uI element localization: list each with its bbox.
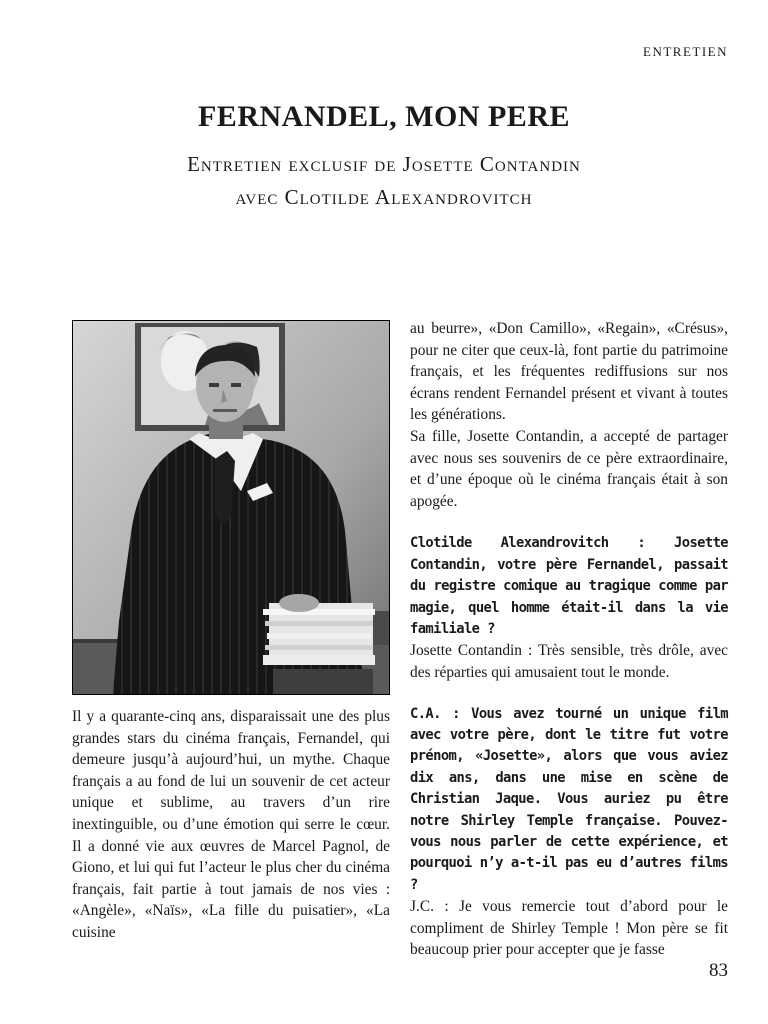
right-column [410, 318, 728, 961]
portrait-photo [72, 320, 390, 695]
answer-2: J.C. : Je vous remercie tout d’abord pour le compliment de Shirley Temple ! Mon père se fit beaucoup prier pour accepter que je fasse [410, 898, 728, 959]
portrait-illustration [73, 321, 389, 694]
intro-paragraph: Il y a quarante-cinq ans, disparaissait une des plus grandes stars du cinéma français, Fernandel, qui demeure jusqu’à aujourd’hui, un mythe. Chaque français a au fond de lui un souvenir de cet acteur unique et sublime, au travers d’un rire inextinguible, ou d’une émotion qui serre le cœur. Il a donné vie aux œuvres de Marcel Pagnol, de Giono, et lui qui fut l’acteur le plus cher du cinéma français, fait partie à tout jamais de nos vies : «Angèle», «Naïs», «La fille du puisatier», «La cuisine [72, 708, 390, 941]
answer-1: Josette Contandin : Très sensible, très drôle, avec des réparties qui amusaient tout le monde. [410, 642, 728, 681]
section-header: ENTRETIEN [643, 44, 728, 59]
question-2: C.A. : Vous avez tourné un unique film avec votre père, dont le titre fut votre prénom, «Josette», alors que vous aviez dix ans, dans une mise en scène de Christian Jaque. Vous auriez pu être notre Shirley Temple française. Pouvez-vous nous parler de cette expérience, et pourquoi n’y a-t-il pas eu d’autres films ? [410, 705, 728, 893]
question-1: Clotilde Alexandrovitch : Josette Contandin, votre père Fernandel, passait du registre comique au tragique comme par magie, quel homme était-il dans la vie familiale ? [410, 535, 728, 637]
page-title: FERNANDEL, MON PERE [197, 100, 570, 133]
intro-paragraph-2: Sa fille, Josette Contandin, a accepté de partager avec nous ses souvenirs de ce père extraordinaire, et d’une époque où le cinéma français était à son apogée. [410, 427, 728, 510]
title-block [0, 100, 768, 213]
page-number: 83 [709, 960, 728, 981]
subtitle [0, 148, 768, 213]
intro-continued: au beurre», «Don Camillo», «Regain», «Crésus», pour ne citer que ceux-là, font partie du patrimoine français, et les fréquentes rediffusions sur nos écrans rendent Fernandel présent et vivant à toutes les générations. [410, 320, 728, 424]
subtitle-line-2: avec Clotilde Alexandrovitch [235, 184, 533, 209]
left-column [72, 706, 390, 944]
subtitle-line-1: Entretien exclusif de Josette Contandin [187, 152, 581, 176]
